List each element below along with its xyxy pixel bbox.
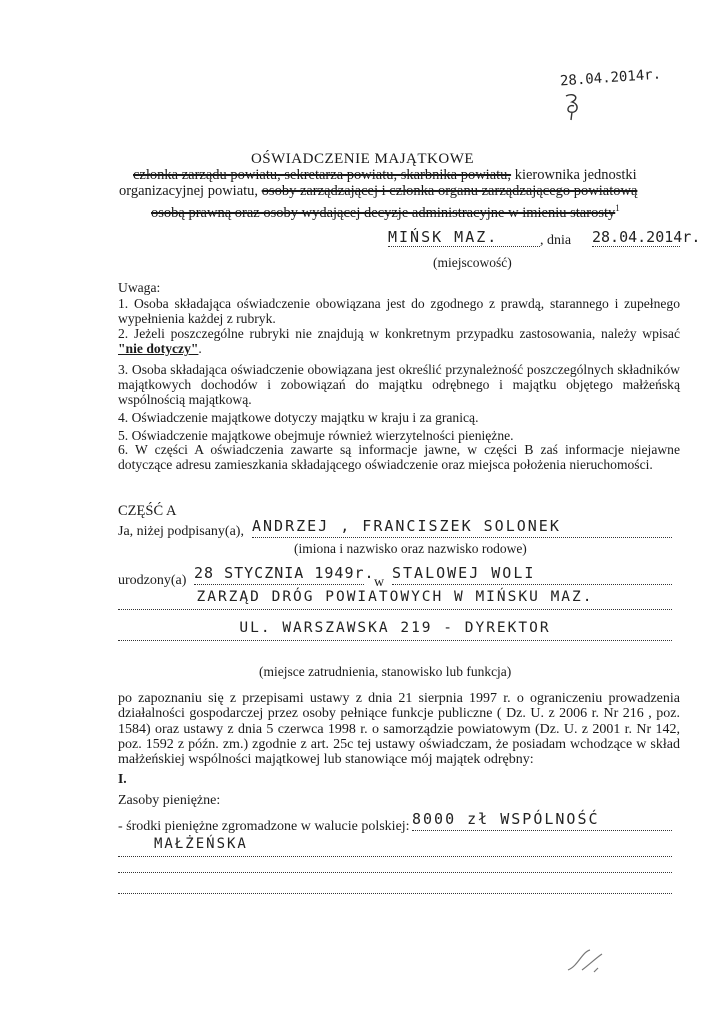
funds-pln-label: - środki pieniężne zgromadzone w walucie polskiej: — [118, 819, 410, 834]
role-line-1 — [133, 168, 637, 183]
employment-line-2: UL. WARSZAWSKA 219 - DYREKTOR — [118, 620, 672, 641]
role-text-1: kierownika jednostki — [511, 167, 637, 183]
place-date-line — [388, 228, 701, 250]
employment-line-1: ZARZĄD DRÓG POWIATOWYCH W MIŃSKU MAZ. — [118, 589, 672, 610]
date-prefix: , dnia — [540, 233, 572, 248]
note-2-quote: "nie dotyczy" — [118, 341, 199, 356]
signed-label: Ja, niżej podpisany(a), — [118, 524, 244, 539]
note-1: 1. Osoba składająca oświadczenie obowiązana jest do zgodnego z prawdą, starannego i zupełnego wypełnienia każdej z rubryk. — [118, 296, 680, 326]
statement-text: po zapoznaniu się z przepisami ustawy z dnia 21 sierpnia 1997 r. o ograniczeniu prowadzenia działalności gospodarczej przez osoby pełniące funkcje publiczne ( Dz. U. z 2006 r. Nr 216 , poz. 1584) oraz ustawy z dnia 5 czerwca 1998 r. o samorządzie powiatowym (Dz. U. z 2001 r. Nr 142, poz. 1592 z późn. zm.) zgodnie z art. 25c tej ustawy oświadczam, że posiadam wchodzące w skład małżeńskiej wspólności majątkowej lub stanowiące mój majątek odrębny: — [118, 691, 680, 768]
date-field: 28.04.2014r. — [592, 228, 701, 246]
role-line-3 — [151, 201, 620, 221]
handwritten-top-date: 28.04.2014r. — [559, 66, 662, 90]
signature-mark — [560, 940, 610, 985]
note-6: 6. W części A oświadczenia zawarte są informacje jawne, w części B zaś informacje niejawne dotyczące adresu zamieszkania składającego oświadczenie oraz miejsca położenia nieruchomości. — [118, 442, 680, 472]
born-label: urodzony(a) — [118, 573, 187, 588]
section-number: I. — [118, 771, 127, 786]
note-3: 3. Osoba składająca oświadczenie obowiązana jest określić przynależność poszczególnych składników majątkowych dochodów i zobowiązań do majątku odrębnego i majątku objętego małżeńską wspólnością majątkową. — [118, 362, 680, 407]
name-field: ANDRZEJ , FRANCISZEK SOLONEK — [252, 517, 672, 538]
name-caption: (imiona i nazwisko oraz nazwisko rodowe) — [294, 541, 527, 556]
in-label: w — [374, 575, 385, 590]
funds-heading: Zasoby pieniężne: — [118, 793, 221, 808]
place-field: MIŃSK MAZ. — [388, 228, 540, 247]
part-a-heading: CZĘŚĆ A — [118, 503, 177, 519]
note-2-text: 2. Jeżeli poszczególne rubryki nie znajdują w konkretnym przypadku zastosowania, należy wpisać — [118, 326, 680, 341]
note-2-end: . — [198, 341, 202, 356]
notes-heading: Uwaga: — [118, 280, 161, 295]
funds-empty-line-1 — [118, 871, 672, 873]
struck-text-2: osoby zarządzającej i członka organu zarządzającego powiatową — [261, 183, 638, 199]
struck-text-1: członka zarządu powiatu, sekretarza powiatu, skarbnika powiatu, — [133, 167, 512, 183]
note-5: 5. Oświadczenie majątkowe obejmuje również wierzytelności pieniężne. — [118, 428, 514, 443]
role-line-2 — [119, 184, 637, 199]
place-caption: (miejscowość) — [433, 255, 512, 270]
struck-text-3: osobą prawną oraz osoby wydającej decyzje administracyjne w imieniu starosty — [151, 204, 616, 221]
note-4: 4. Oświadczenie majątkowe dotyczy majątku w kraju i za granicą. — [118, 410, 479, 425]
footnote-mark: 1 — [615, 203, 620, 213]
funds-pln-field: 8000 zł WSPÓLNOŚĆ — [412, 810, 672, 831]
birth-date-field: 28 STYCZNIA 1949r. — [194, 564, 364, 585]
birth-place-field: STALOWEJ WOLI — [392, 564, 672, 585]
funds-empty-line-2 — [118, 892, 672, 894]
note-2 — [118, 326, 680, 356]
role-text-2: organizacyjnej powiatu, — [119, 183, 262, 199]
funds-pln-field-2: MAŁŻEŃSKA — [118, 836, 672, 857]
employment-caption: (miejsce zatrudnienia, stanowisko lub funkcja) — [259, 664, 512, 679]
document-title: OŚWIADCZENIE MAJĄTKOWE — [250, 151, 475, 167]
initials-signature — [560, 92, 586, 127]
